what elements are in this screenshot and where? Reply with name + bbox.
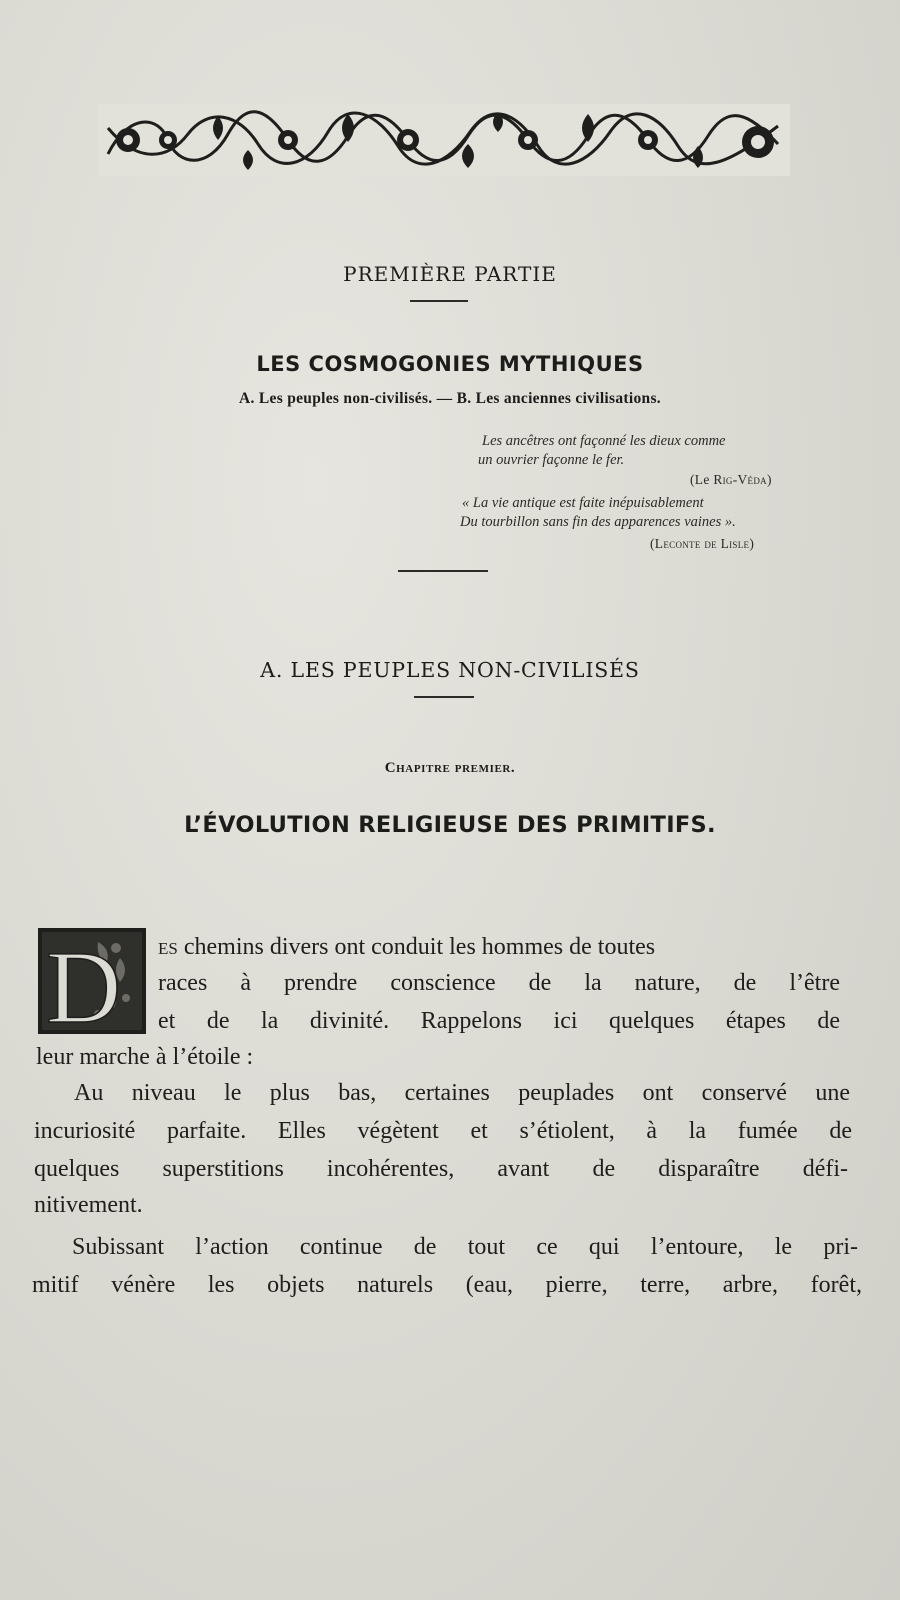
section-title: LES COSMOGONIES MYTHIQUES [256, 352, 644, 376]
section-subtitle: A. Les peuples non-civilisés. — B. Les anciennes civilisations. [239, 390, 661, 407]
section-a-heading: A. LES PEUPLES NON-CIVILISÉS [260, 658, 640, 682]
attribution-open: (Le [690, 472, 714, 487]
dropcap-ornament [38, 928, 146, 1034]
epigraph-2 [462, 494, 842, 532]
attribution-open: ( [650, 536, 655, 551]
attribution-name: Rig-Véda [713, 472, 767, 487]
epigraph-attribution-2 [650, 536, 754, 552]
attribution-name: Leconte de Lisle [654, 536, 750, 551]
first-line-text: chemins divers ont conduit les hommes de toutes [183, 934, 656, 960]
dropcap-letter: D [46, 930, 122, 1034]
divider-rule [414, 696, 474, 698]
body-line: leur marche à l’étoile : [36, 1044, 254, 1070]
body-line [158, 934, 840, 961]
body-line: quelques superstitions incohérentes, avant de disparaître défi- [34, 1156, 848, 1182]
epigraph-line: Les ancêtres ont façonné les dieux comme [482, 433, 726, 449]
body-line: nitivement. [34, 1192, 143, 1218]
body-line: Subissant l’action continue de tout ce qui l’entoure, le pri- [72, 1234, 858, 1260]
attribution-close: ) [749, 536, 755, 551]
body-line: mitif vénère les objets naturels (eau, pierre, terre, arbre, forêt, [32, 1272, 862, 1298]
epigraph-line: un ouvrier façonne le fer. [478, 452, 625, 468]
ornamental-headpiece [98, 104, 790, 176]
chapter-label: Chapitre premier. [384, 760, 516, 776]
body-line: et de la divinité. Rappelons ici quelques étapes de [158, 1008, 840, 1034]
first-word-rest: es [158, 934, 178, 960]
chapter-title: L’ÉVOLUTION RELIGIEUSE DES PRIMITIFS. [184, 812, 716, 838]
attribution-close: ) [766, 472, 772, 487]
epigraph-line: « La vie antique est faite inépuisablement [462, 495, 704, 511]
epigraph-attribution-1 [690, 472, 772, 488]
body-line: incuriosité parfaite. Elles végètent et s’étiolent, à la fumée de [34, 1118, 852, 1144]
body-line: Au niveau le plus bas, certaines peuplades ont conservé une [74, 1080, 850, 1106]
part-title: PREMIÈRE PARTIE [343, 262, 557, 286]
divider-rule [398, 570, 488, 572]
divider-rule [410, 300, 468, 302]
epigraph-1 [478, 432, 822, 470]
body-line: races à prendre conscience de la nature, de l’être [158, 970, 840, 996]
epigraph-line: Du tourbillon sans fin des apparences vaines ». [460, 514, 736, 530]
